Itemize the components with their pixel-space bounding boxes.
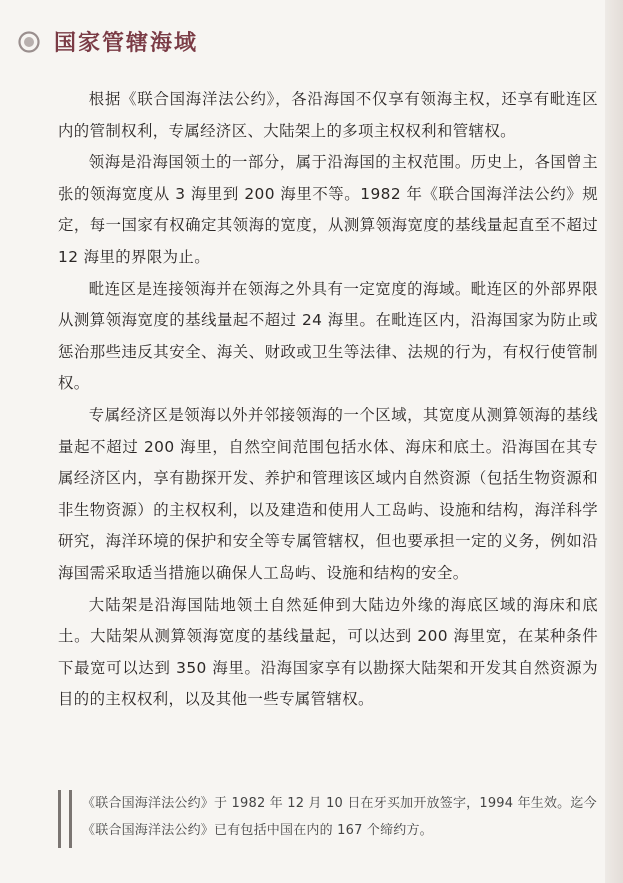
- double-bar-icon: [58, 790, 72, 848]
- page-title: 国家管辖海域: [54, 31, 199, 56]
- concentric-circle-icon: [18, 31, 40, 53]
- paragraph-contiguous-zone: 毗连区是连接领海并在领海之外具有一定宽度的海域。毗连区的外部界限从测算领海宽度的基线量起不超过 24 海里。在毗连区内，沿海国家为防止或惩治那些违反其安全、海关、财政或卫生等法律、法规的行为，有权行使管制权。: [58, 279, 598, 393]
- paragraph-continental-shelf: 大陆架是沿海国陆地领土自然延伸到大陆边外缘的海底区域的海床和底土。大陆架从测算领海宽度的基线量起，可以达到 200 海里宽，在某种条件下最宽可以达到 350 海里。沿海国家享有以勘探大陆架和开发其自然资源为目的的主权权利，以及其他一些专属管辖权。: [58, 595, 598, 709]
- footnote-text: 《联合国海洋法公约》于 1982 年 12 月 10 日在牙买加开放签字，1994 年生效。迄今《联合国海洋法公约》已有包括中国在内的 167 个缔约方。: [82, 796, 597, 838]
- page-edge-shadow: [605, 0, 623, 883]
- paragraph-territorial-sea: 领海是沿海国领土的一部分，属于沿海国的主权范围。历史上，各国曾主张的领海宽度从 3 海里到 200 海里不等。1982 年《联合国海洋法公约》规定，每一国家有权确定其领海的宽度，从测算领海宽度的基线量起直至不超过 12 海里的界限为止。: [58, 153, 598, 266]
- article-body: [58, 84, 598, 716]
- paragraph-eez: 专属经济区是领海以外并邻接领海的一个区域，其宽度从测算领海的基线量起不超过 200 海里，自然空间范围包括水体、海床和底土。沿海国在其专属经济区内，享有勘探开发、养护和管理该区域内自然资源（包括生物资源和非生物资源）的主权权利，以及建造和使用人工岛屿、设施和结构，海洋科学研究，海洋环境的保护和安全等专属管辖权，但也要承担一定的义务，例如沿海国需采取适当措施以确保人工岛屿、设施和结构的安全。: [58, 405, 598, 582]
- paragraph-intro: 根据《联合国海洋法公约》，各沿海国不仅享有领海主权，还享有毗连区内的管制权利，专属经济区、大陆架上的多项主权权利和管辖权。: [58, 90, 598, 140]
- footnote-box: [58, 790, 598, 848]
- section-heading: [18, 26, 198, 57]
